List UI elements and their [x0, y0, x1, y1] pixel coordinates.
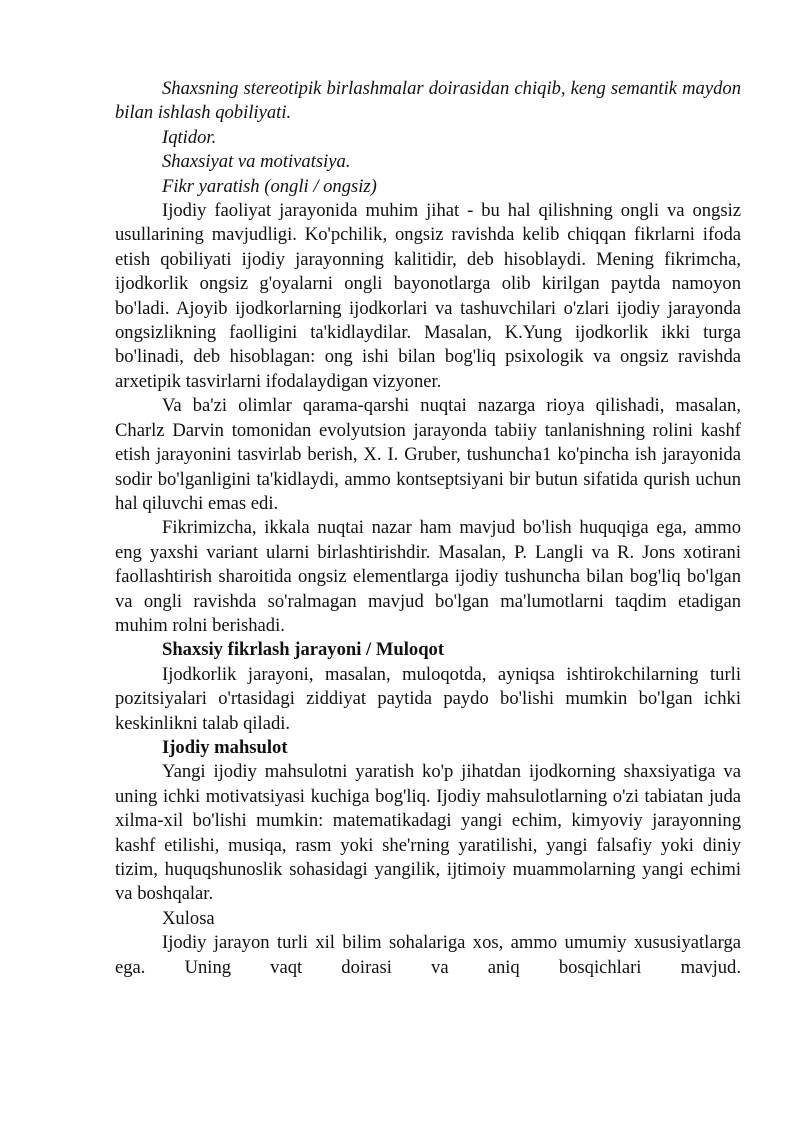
paragraph-dialogue: Ijodkorlik jarayoni, masalan, muloqotda, ayniqsa ishtirokchilarning turli pozitsiyalari o'rtasidagi ziddiyat paytida paydo bo'lishi mumkin bo'lgan ichki keskinlikni talab qiladi. — [115, 663, 741, 734]
intro-line-semantic-field: Shaxsning stereotipik birlashmalar doirasidan chiqib, keng semantik maydon bilan ishlash qobiliyati. — [115, 78, 741, 124]
heading-creative-product: Ijodiy mahsulot — [162, 736, 288, 758]
paragraph-conscious-unconscious: Ijodiy faoliyat jarayonida muhim jihat - bu hal qilishning ongli va ongsiz usullarining mavjudligi. Ko'pchilik, ongsiz ravishda kelib chiqqan fikrlarni ifoda etish qobiliyati ijodiy jarayonning kalitidir, deb hisoblaydi. Mening fikrimcha, ijodkorlik ongsiz g'oyalarni ongli bayonotlarga olib kirilgan paytda namoyon bo'ladi. Ajoyib ijodkorlarning ijodkorlari va tashuvchilari o'zlari ijodiy jarayonda ongsizlikning faolligini ta'kidlaydilar. Masalan, K.Yung ijodkorlik ikki turga bo'linadi, deb hisoblagan: ong ishi bilan bog'liq psixologik va ongsiz ravishda arxetipik tasvirlarni ifodalaydigan vizyoner. — [115, 200, 741, 392]
paragraph-creative-product: Yangi ijodiy mahsulotni yaratish ko'p jihatdan ijodkorning shaxsiyatiga va uning ichki motivatsiyasi kuchiga bog'liq. Ijodiy mahsulotlarning o'zi tabiatan juda xilma-xil bo'lishi mumkin: matematikadagi yangi echim, kimyoviy jarayonning kashf etilishi, musiqa, rasm yoki she'rning yaratilishi, yangi falsafiy yoki diniy tizim, huquqshunoslik sohasidagi yangilik, ijtimoiy muammolarning yangi echimi va boshqalar. — [115, 761, 741, 905]
heading-personal-thinking: Shaxsiy fikrlash jarayoni / Muloqot — [162, 639, 445, 661]
document-page — [115, 77, 741, 980]
paragraph-both-views: Fikrimizcha, ikkala nuqtai nazar ham mavjud bo'lish huquqiga ega, ammo eng yaxshi variant ularni birlashtirishdir. Masalan, P. Langli va R. Jons xotirani faollashtirish sharoitida ongsiz elementlarga ijodiy tushuncha bilan bog'liq bo'lgan va ongli ravishda so'ralmagan mavjud bo'lgan ma'lumotlarni taqdim etadigan muhim rolni berishadi. — [115, 517, 741, 636]
intro-line-idea-creation: Fikr yaratish (ongli / ongsiz) — [162, 175, 377, 197]
heading-conclusion: Xulosa — [162, 907, 215, 929]
intro-line-talent: Iqtidor. — [162, 126, 217, 148]
paragraph-opposite-view: Va ba'zi olimlar qarama-qarshi nuqtai nazarga rioya qilishadi, masalan, Charlz Darvin tomonidan evolyutsion jarayonda tabiiy tanlanishning rolini kashf etish jarayonini tasvirlab berish, X. I. Gruber, tushuncha1 ko'pincha ish jarayonida sodir bo'lganligini ta'kidlaydi, ammo kontseptsiyani bir butun sifatida qurish uchun hal qiluvchi emas edi. — [115, 395, 741, 514]
paragraph-conclusion: Ijodiy jarayon turli xil bilim sohalariga xos, ammo umumiy xususiyatlarga ega. Uning vaqt doirasi va aniq bosqichlari mavjud. — [115, 932, 741, 978]
intro-line-personality: Shaxsiyat va motivatsiya. — [162, 151, 351, 173]
